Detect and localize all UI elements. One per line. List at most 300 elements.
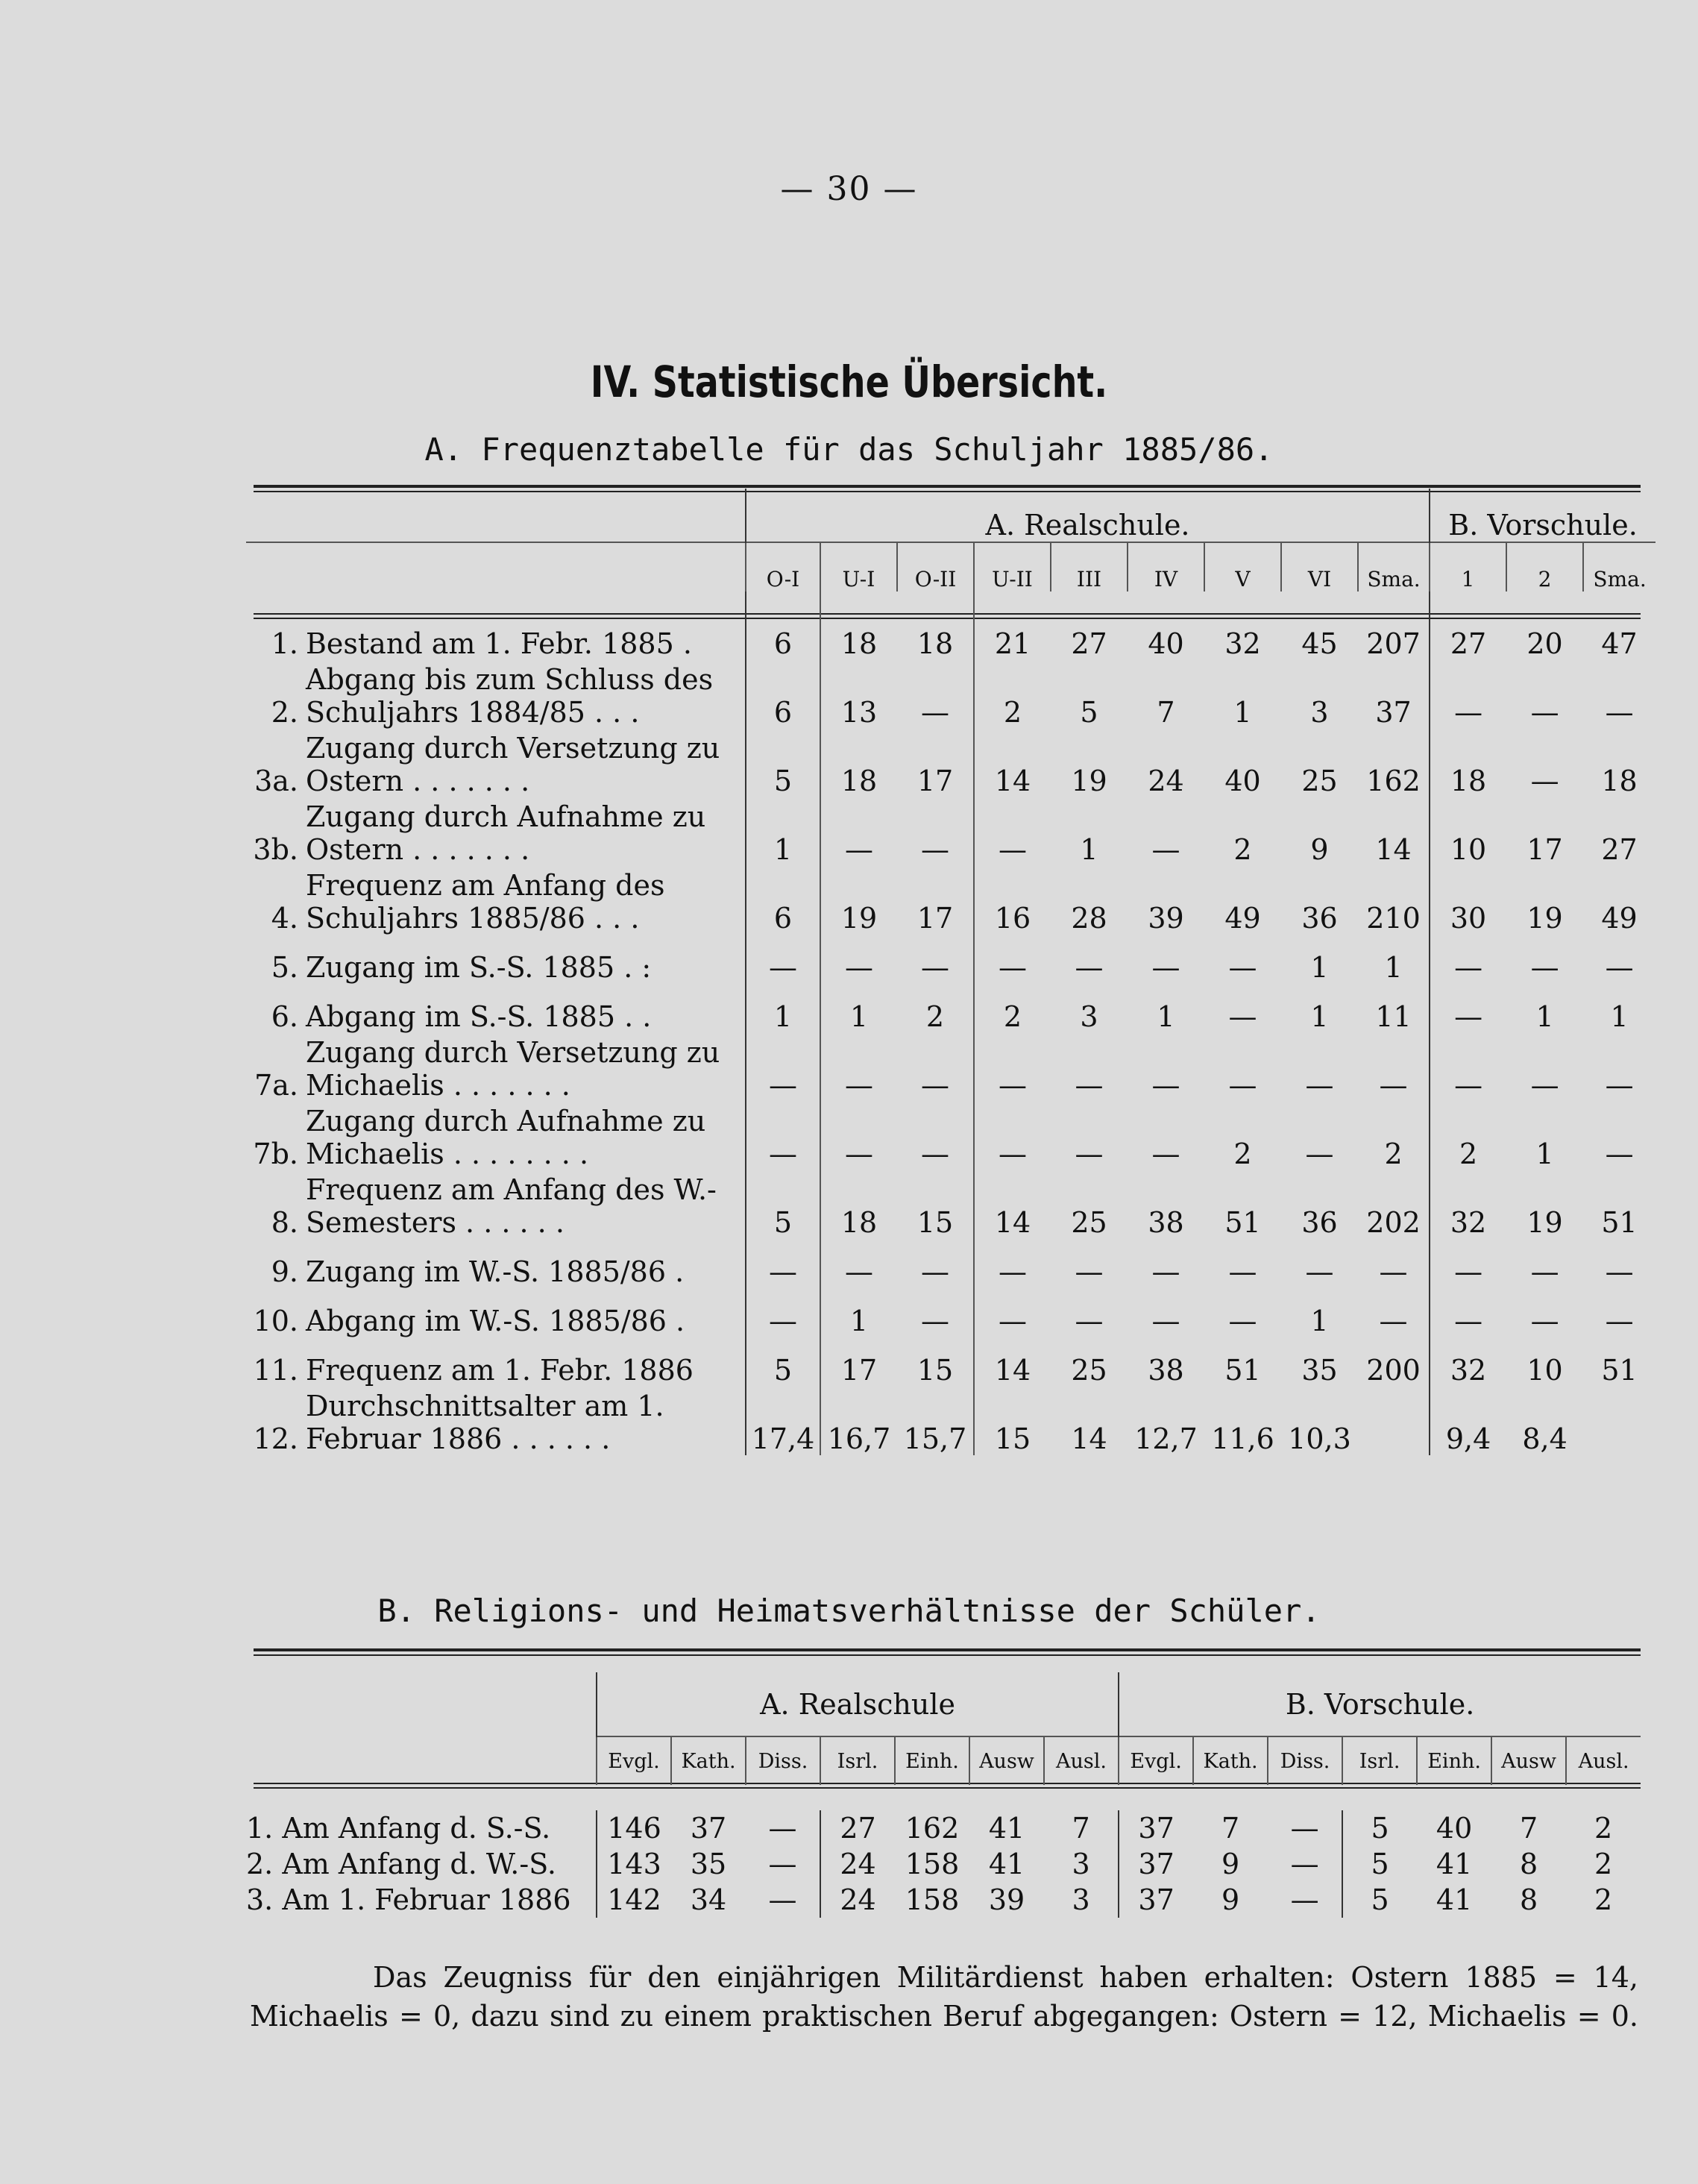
row-label: Zugang im S.-S. 1885 . :	[306, 951, 652, 984]
table-cell: —	[1151, 1069, 1180, 1102]
table-cell: 17,4	[746, 1387, 820, 1455]
table-cell: 18	[1601, 765, 1638, 797]
table-cell: 39	[1148, 902, 1184, 935]
table-cell: —	[1305, 1138, 1334, 1170]
table-cell: —	[1305, 1069, 1334, 1102]
table-cell: —	[1151, 1138, 1180, 1170]
table-cell: 17	[820, 1337, 897, 1387]
column-header: III	[1051, 542, 1128, 592]
table-cell: 3	[1072, 1883, 1090, 1916]
religion-table	[246, 1672, 1641, 1918]
footer-line-1: Das Zeugniss für den einjährigen Militärdienst haben erhalten: Ostern 1885 = 14,	[373, 1961, 1638, 1994]
table-b-top-rule	[254, 1648, 1641, 1651]
table-cell: 9	[1310, 833, 1329, 866]
table-cell: —	[1530, 696, 1559, 729]
table-cell: 15,7	[903, 1422, 967, 1455]
column-header: Ausl.	[1566, 1736, 1641, 1785]
table-cell: 158	[905, 1883, 960, 1916]
table-cell: —	[1430, 1239, 1506, 1288]
column-header: IV	[1128, 542, 1204, 592]
row-label: Abgang im S.-S. 1885 . .	[306, 1000, 652, 1033]
table-cell: —	[1075, 1255, 1104, 1288]
table-cell: 37	[690, 1812, 727, 1845]
table-cell: —	[1305, 1255, 1334, 1288]
realschule-group-header: A. Realschule	[597, 1672, 1119, 1736]
table-cell: 49	[1601, 902, 1638, 935]
table-row	[246, 1810, 1641, 1846]
table-cell: 18	[1430, 729, 1506, 797]
table-row	[246, 935, 1655, 984]
table-cell: 37	[1119, 1810, 1193, 1846]
row-number: 1.	[271, 627, 298, 660]
row-label: Zugang durch Versetzung zu Ostern . . . . . . .	[306, 732, 720, 797]
table-cell: —	[974, 1033, 1051, 1102]
table-cell: 14	[974, 1337, 1051, 1387]
table-cell: —	[746, 1102, 820, 1170]
row-number: 5.	[271, 951, 298, 984]
page-title: IV. Statistische Übersicht.	[590, 357, 1108, 407]
table-cell: —	[1151, 833, 1180, 866]
table-row	[246, 1882, 1641, 1918]
table-cell: 47	[1601, 627, 1638, 660]
table-row	[246, 1170, 1655, 1239]
table-cell: 6	[746, 592, 820, 660]
vorschule-group-header: B. Vorschule.	[1119, 1672, 1641, 1736]
column-header: Isrl.	[1342, 1736, 1417, 1785]
table-cell: —	[820, 1239, 897, 1288]
table-cell: 3	[1310, 696, 1329, 729]
table-cell: 1	[1080, 833, 1098, 866]
table-cell: 6	[746, 660, 820, 729]
row-number: 11.	[253, 1354, 298, 1387]
table-row	[246, 1387, 1655, 1455]
row-number: 7a.	[254, 1069, 298, 1102]
row-number: 8.	[271, 1206, 298, 1239]
table-cell: —	[921, 951, 949, 984]
table-cell: 45	[1301, 627, 1338, 660]
section-a-heading: A. Frequenztabelle für das Schuljahr 1885/86.	[424, 431, 1274, 468]
table-cell: —	[1151, 951, 1180, 984]
column-header: Kath.	[671, 1736, 746, 1785]
table-cell: 5	[1342, 1882, 1417, 1918]
table-cell: —	[921, 696, 949, 729]
table-cell: 1	[820, 1288, 897, 1337]
table-cell: 5	[746, 729, 820, 797]
column-header: U-II	[974, 542, 1051, 592]
table-cell: —	[974, 1288, 1051, 1337]
table-cell: 5	[1080, 696, 1098, 729]
table-cell: —	[1228, 951, 1257, 984]
table-cell: 32	[1430, 1337, 1506, 1387]
table-cell: 5	[1342, 1846, 1417, 1882]
table-cell: 8	[1519, 1848, 1538, 1880]
table-cell: 2	[1594, 1812, 1613, 1845]
table-cell: 32	[1430, 1170, 1506, 1239]
table-cell: —	[820, 1102, 897, 1170]
table-cell: 210	[1366, 902, 1421, 935]
row-number: 9.	[271, 1255, 298, 1288]
column-header: O-II	[897, 542, 974, 592]
table-cell: 14	[974, 729, 1051, 797]
table-cell: —	[921, 833, 949, 866]
table-row	[246, 1102, 1655, 1170]
table-cell: 9	[1221, 1883, 1240, 1916]
column-header: Isrl.	[820, 1736, 895, 1785]
table-cell: 200	[1366, 1354, 1421, 1387]
table-cell: 14	[1071, 1422, 1107, 1455]
table-cell: 25	[1071, 1354, 1107, 1387]
table-cell: 34	[690, 1883, 727, 1916]
table-cell: —	[768, 1812, 797, 1845]
table-row	[246, 1288, 1655, 1337]
table-cell: 2	[974, 660, 1051, 729]
column-header: U-I	[820, 542, 897, 592]
table-cell: —	[820, 935, 897, 984]
table-cell: 51	[1601, 1354, 1638, 1387]
table-row	[246, 1337, 1655, 1387]
column-header: Evgl.	[1119, 1736, 1193, 1785]
row-number: 3b.	[253, 833, 298, 866]
table-cell: 11,6	[1211, 1422, 1274, 1455]
table-cell: 1	[1310, 1305, 1329, 1337]
table-row	[246, 660, 1655, 729]
row-label: Frequenz am Anfang des Schuljahrs 1885/86 . . .	[306, 869, 665, 935]
table-cell: 32	[1224, 627, 1261, 660]
column-header: Diss.	[1268, 1736, 1342, 1785]
table-cell: 15	[974, 1387, 1051, 1455]
table-cell: 19	[820, 866, 897, 935]
table-cell: —	[1530, 1255, 1559, 1288]
table-cell: —	[974, 1239, 1051, 1288]
table-cell: 1	[1310, 1000, 1329, 1033]
table-cell: 19	[1526, 902, 1563, 935]
table-cell: —	[1290, 1812, 1319, 1845]
column-header: 1	[1430, 542, 1506, 592]
table-cell: 2	[925, 1000, 945, 1033]
table-cell: 8,4	[1522, 1422, 1567, 1455]
table-cell: 7	[1157, 696, 1175, 729]
row-label: 3. Am 1. Februar 1886	[246, 1883, 571, 1916]
table-cell: 15	[916, 1206, 954, 1239]
table-cell: 2	[974, 984, 1051, 1033]
table-cell: 39	[988, 1883, 1025, 1916]
table-cell: —	[1430, 1033, 1506, 1102]
table-cell: 37	[1375, 696, 1412, 729]
table-cell: 10,3	[1288, 1422, 1351, 1455]
table-row	[246, 984, 1655, 1033]
table-cell: 36	[1301, 1206, 1338, 1239]
table-cell: —	[921, 1069, 949, 1102]
table-cell: 1	[1233, 696, 1252, 729]
table-cell: —	[746, 1288, 820, 1337]
table-cell: —	[974, 935, 1051, 984]
table-row	[246, 729, 1655, 797]
table-cell: 35	[690, 1848, 727, 1880]
table-cell: —	[1075, 1138, 1104, 1170]
table-cell: 19	[1071, 765, 1107, 797]
table-cell: —	[1605, 696, 1634, 729]
column-header: 2	[1506, 542, 1583, 592]
table-cell: 10	[1430, 797, 1506, 866]
table-cell: 27	[1601, 833, 1638, 866]
table-cell: —	[921, 1255, 949, 1288]
row-number: 4.	[271, 902, 298, 935]
table-cell: —	[1430, 984, 1506, 1033]
table-cell: 36	[1301, 902, 1338, 935]
table-cell: 6	[746, 866, 820, 935]
table-cell: —	[1430, 1288, 1506, 1337]
footer-note	[250, 1958, 1638, 2036]
table-cell: 25	[1071, 1206, 1107, 1239]
table-cell: 40	[1148, 627, 1184, 660]
table-cell: 7	[1072, 1812, 1090, 1845]
table-cell: 24	[820, 1882, 895, 1918]
table-cell: —	[1430, 660, 1506, 729]
table-row	[246, 797, 1655, 866]
table-cell: 16,7	[820, 1387, 897, 1455]
table-cell: 27	[1071, 627, 1107, 660]
table-cell: —	[768, 1883, 797, 1916]
table-b-top-rule-thin	[254, 1654, 1641, 1656]
table-cell: 28	[1071, 902, 1107, 935]
table-cell: 14	[1375, 833, 1412, 866]
table-cell: —	[746, 1239, 820, 1288]
table-cell: 30	[1430, 866, 1506, 935]
row-label: Durchschnittsalter am 1. Februar 1886 . . . . . .	[306, 1390, 664, 1455]
table-cell: 2	[1384, 1138, 1403, 1170]
table-cell: 1	[1610, 1000, 1629, 1033]
table-cell: —	[974, 797, 1051, 866]
table-cell: 38	[1148, 1206, 1184, 1239]
table-cell: 18	[820, 592, 897, 660]
table-row	[246, 1239, 1655, 1288]
table-cell: 18	[820, 729, 897, 797]
column-header: Ausw	[969, 1736, 1044, 1785]
table-cell: 37	[1119, 1882, 1193, 1918]
table-cell: —	[1290, 1883, 1319, 1916]
row-number: 2.	[271, 696, 298, 729]
table-cell: —	[974, 1102, 1051, 1170]
table-cell: 7	[1221, 1812, 1240, 1845]
table-row	[246, 592, 1655, 660]
table-cell: 2	[1430, 1102, 1506, 1170]
table-cell: 1	[1535, 1138, 1554, 1170]
table-row	[246, 866, 1655, 935]
table-cell: 142	[597, 1882, 671, 1918]
column-header: Sma.	[1358, 542, 1430, 592]
table-cell: 207	[1366, 627, 1421, 660]
table-cell: 10	[1526, 1354, 1563, 1387]
table-cell: 2	[1594, 1848, 1613, 1880]
column-header: Einh.	[1417, 1736, 1491, 1785]
table-cell: 41	[1436, 1883, 1473, 1916]
table-cell: —	[746, 1033, 820, 1102]
column-header: Ausl.	[1044, 1736, 1119, 1785]
table-cell: —	[1228, 1305, 1257, 1337]
table-cell: 2	[1233, 1138, 1252, 1170]
table-cell: —	[1379, 1069, 1408, 1102]
column-header: Einh.	[895, 1736, 969, 1785]
table-cell: 40	[1436, 1812, 1473, 1845]
table-cell: 3	[1072, 1848, 1090, 1880]
table-cell: —	[1530, 951, 1559, 984]
table-cell: 18	[916, 627, 954, 660]
table-cell: —	[1605, 951, 1634, 984]
table-cell: —	[820, 1033, 897, 1102]
table-cell: 51	[1224, 1206, 1261, 1239]
table-cell: 13	[820, 660, 897, 729]
table-cell: 2	[1233, 833, 1252, 866]
table-cell: 17	[916, 765, 954, 797]
table-cell: —	[820, 797, 897, 866]
table-cell: 15	[916, 1354, 954, 1387]
table-cell: —	[1605, 1069, 1634, 1102]
column-header: Ausw	[1491, 1736, 1566, 1785]
table-cell: 20	[1526, 627, 1563, 660]
column-header: Sma.	[1583, 542, 1655, 592]
row-label: Bestand am 1. Febr. 1885 .	[306, 627, 692, 660]
table-cell: 38	[1148, 1354, 1184, 1387]
table-cell: —	[1151, 1255, 1180, 1288]
column-header: O-I	[746, 542, 820, 592]
column-header: Evgl.	[597, 1736, 671, 1785]
page-number: — 30 —	[780, 170, 918, 208]
row-number: 12.	[253, 1422, 298, 1455]
table-cell: 12,7	[1134, 1422, 1198, 1455]
footer-line-2: Michaelis = 0, dazu sind zu einem praktischen Beruf abgegangen: Ostern = 12, Michaelis = 0.	[250, 2000, 1638, 2033]
row-label: Zugang durch Aufnahme zu Ostern . . . . . . .	[306, 800, 706, 866]
column-header: Diss.	[746, 1736, 820, 1785]
table-row	[246, 1033, 1655, 1102]
table-cell: 202	[1366, 1206, 1421, 1239]
table-cell: —	[1605, 1305, 1634, 1337]
row-number: 10.	[253, 1305, 298, 1337]
row-label: Zugang durch Versetzung zu Michaelis . . . . . . .	[306, 1036, 720, 1102]
table-cell: —	[768, 1848, 797, 1880]
frequency-table	[246, 489, 1655, 1455]
table-cell: —	[921, 1138, 949, 1170]
row-number: 3a.	[254, 765, 298, 797]
table-cell: —	[1228, 1255, 1257, 1288]
table-cell: —	[1379, 1305, 1408, 1337]
table-cell: —	[1605, 1255, 1634, 1288]
table-cell: 146	[597, 1810, 671, 1846]
table-cell: 51	[1601, 1206, 1638, 1239]
table-cell: 162	[905, 1812, 960, 1845]
realschule-group-header: A. Realschule.	[746, 489, 1430, 542]
column-header: VI	[1281, 542, 1358, 592]
column-header: V	[1204, 542, 1281, 592]
table-cell: 1	[820, 984, 897, 1033]
table-cell: 49	[1224, 902, 1261, 935]
vorschule-group-header: B. Vorschule.	[1430, 489, 1655, 542]
table-cell	[1358, 1387, 1430, 1455]
table-cell: 1	[1157, 1000, 1175, 1033]
table-cell: 1	[1535, 1000, 1554, 1033]
table-cell: 5	[746, 1337, 820, 1387]
table-cell: —	[746, 935, 820, 984]
table-cell: —	[1075, 951, 1104, 984]
table-cell: 7	[1519, 1812, 1538, 1845]
table-cell: 17	[1526, 833, 1563, 866]
row-label: 2. Am Anfang d. W.-S.	[246, 1848, 556, 1880]
table-cell: 158	[905, 1848, 960, 1880]
table-cell: —	[1290, 1848, 1319, 1880]
table-cell: 27	[1430, 592, 1506, 660]
table-cell: —	[1228, 1000, 1257, 1033]
row-label: Abgang im W.-S. 1885/86 .	[306, 1305, 685, 1337]
table-cell: 17	[916, 902, 954, 935]
table-cell: 25	[1301, 765, 1338, 797]
table-cell: —	[1228, 1069, 1257, 1102]
table-row	[246, 1846, 1641, 1882]
table-cell: 11	[1375, 1000, 1412, 1033]
table-cell: —	[921, 1305, 949, 1337]
row-label: 1. Am Anfang d. S.-S.	[246, 1812, 551, 1845]
table-cell: 8	[1519, 1883, 1538, 1916]
table-cell: 18	[820, 1170, 897, 1239]
table-cell: —	[1430, 935, 1506, 984]
table-cell: 1	[746, 797, 820, 866]
table-cell: —	[1605, 1138, 1634, 1170]
table-cell: —	[1151, 1305, 1180, 1337]
table-cell: —	[1379, 1255, 1408, 1288]
table-cell	[1583, 1387, 1655, 1455]
table-cell: 5	[746, 1170, 820, 1239]
table-cell: 3	[1080, 1000, 1098, 1033]
table-cell: 41	[1436, 1848, 1473, 1880]
table-cell: 14	[974, 1170, 1051, 1239]
table-cell: 27	[820, 1810, 895, 1846]
table-cell: 16	[974, 866, 1051, 935]
table-cell: 35	[1301, 1354, 1338, 1387]
table-cell: 41	[988, 1848, 1025, 1880]
table-cell: —	[1530, 765, 1559, 797]
table-cell: 5	[1342, 1810, 1417, 1846]
table-cell: 9	[1221, 1848, 1240, 1880]
row-label: Frequenz am 1. Febr. 1886	[306, 1354, 694, 1387]
table-cell: 41	[988, 1812, 1025, 1845]
table-cell: 24	[1148, 765, 1184, 797]
table-cell: 24	[820, 1846, 895, 1882]
table-cell: 1	[746, 984, 820, 1033]
table-cell: 1	[1384, 951, 1403, 984]
table-cell: —	[1075, 1069, 1104, 1102]
row-number: 7b.	[253, 1138, 298, 1170]
table-cell: —	[1530, 1069, 1559, 1102]
table-cell: 51	[1224, 1354, 1261, 1387]
row-number: 6.	[271, 1000, 298, 1033]
table-cell: 2	[1594, 1883, 1613, 1916]
table-cell: 37	[1119, 1846, 1193, 1882]
table-cell: 19	[1526, 1206, 1563, 1239]
column-header: Kath.	[1193, 1736, 1268, 1785]
section-b-heading: B. Religions- und Heimatsverhältnisse der Schüler.	[377, 1592, 1321, 1629]
table-cell: —	[1530, 1305, 1559, 1337]
table-cell: —	[1075, 1305, 1104, 1337]
table-cell: 40	[1224, 765, 1261, 797]
row-label: Abgang bis zum Schluss des Schuljahrs 1884/85 . . .	[306, 663, 714, 729]
row-label: Zugang im W.-S. 1885/86 .	[306, 1255, 685, 1288]
table-cell: 1	[1310, 951, 1329, 984]
table-cell: 21	[974, 592, 1051, 660]
table-a-top-rule	[254, 485, 1641, 488]
table-cell: 162	[1366, 765, 1421, 797]
table-cell: 143	[597, 1846, 671, 1882]
row-label: Zugang durch Aufnahme zu Michaelis . . . . . . . .	[306, 1105, 706, 1170]
table-cell: 9,4	[1430, 1387, 1506, 1455]
row-label: Frequenz am Anfang des W.-Semesters . . . . . .	[306, 1173, 717, 1239]
